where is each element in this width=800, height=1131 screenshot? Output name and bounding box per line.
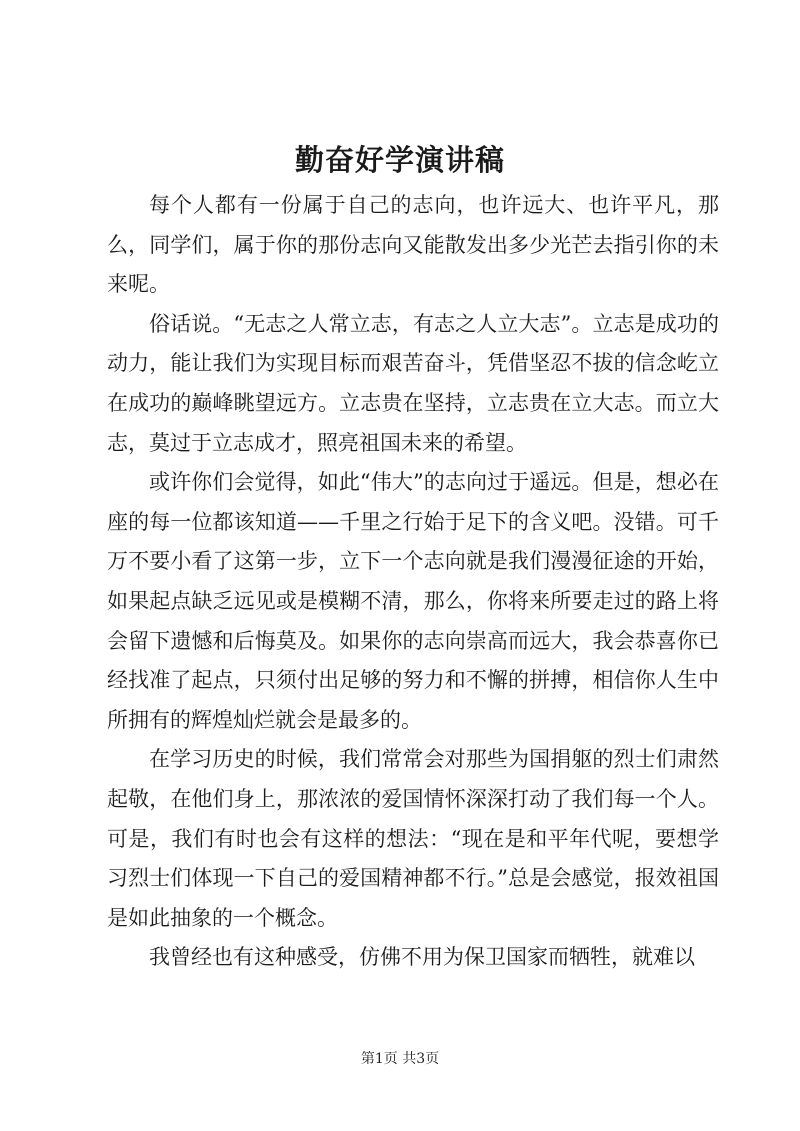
paragraph-3: 或许你们会觉得，如此“伟大”的志向过于遥远。但是，想必在座的每一位都该知道——千里之行始于足下的含义吧。没错。可千万不要小看了这第一步，立下一个志向就是我们漫漫征途的开始，如果起点缺乏远见或是模糊不清，那么，你将来所要走过的路上将会留下遗憾和后悔莫及。如果你的志向崇高而远大，我会恭喜你已经找准了起点，只须付出足够的努力和不懈的拼搏，相信你人生中所拥有的辉煌灿烂就会是最多的。: [107, 470, 719, 732]
document-title: 勤奋好学演讲稿: [294, 143, 505, 177]
document-body: [107, 186, 719, 978]
page-footer: 第1页 共3页: [360, 1051, 440, 1067]
paragraph-2: 俗话说。“无志之人常立志，有志之人立大志”。立志是成功的动力，能让我们为实现目标而艰苦奋斗，凭借坚忍不拔的信念屹立在成功的巅峰眺望远方。立志贵在坚持，立志贵在立大志。而立大志，莫过于立志成才，照亮祖国未来的希望。: [107, 311, 719, 455]
paragraph-5: 我曾经也有这种感受，仿佛不用为保卫国家而牺牲，就难以: [149, 945, 695, 970]
paragraph-1: 每个人都有一份属于自己的志向，也许远大、也许平凡，那么，同学们，属于你的那份志向又能散发出多少光芒去指引你的未来呢。: [107, 193, 719, 297]
paragraph-4: 在学习历史的时候，我们常常会对那些为国捐躯的烈士们肃然起敬，在他们身上，那浓浓的爱国情怀深深打动了我们每一个人。可是，我们有时也会有这样的想法：“现在是和平年代呢，要想学习烈士们体现一下自己的爱国精神都不行。”总是会感觉，报效祖国是如此抽象的一个概念。: [107, 747, 719, 930]
